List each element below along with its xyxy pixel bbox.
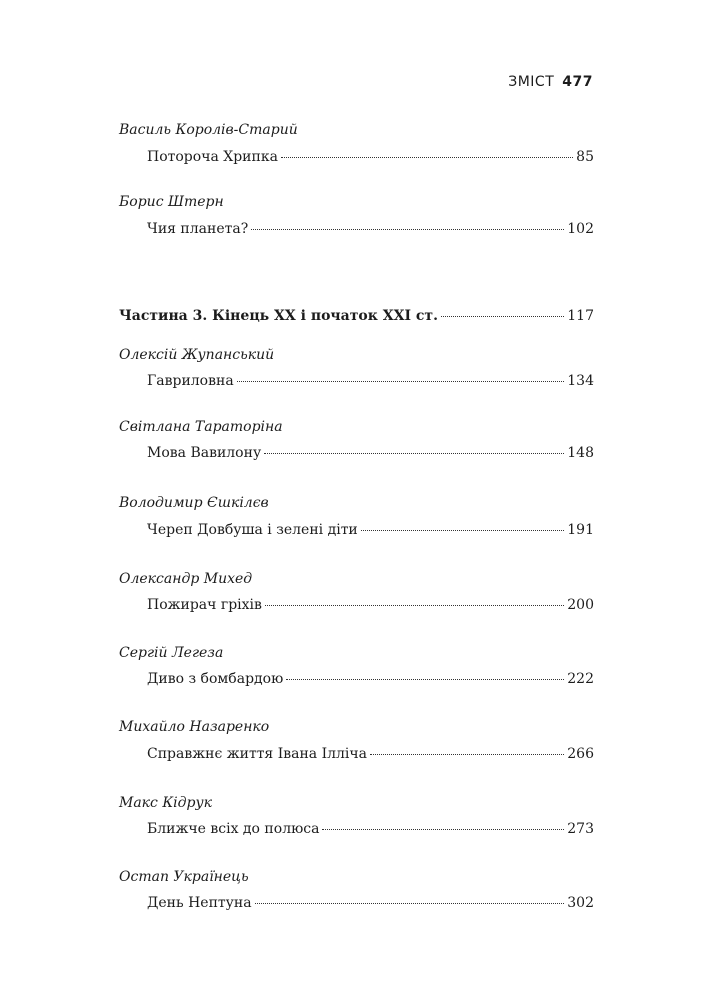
toc-entry-page: 85	[576, 149, 594, 165]
dot-leader	[237, 381, 565, 382]
toc-entry-page: 200	[567, 597, 594, 613]
toc-entry-page: 102	[567, 221, 594, 237]
toc-entry-title: Чия планета?	[147, 221, 249, 237]
dot-leader	[265, 605, 564, 606]
toc-entry-page: 302	[567, 895, 594, 911]
dot-leader	[441, 316, 564, 317]
toc-entry-page: 191	[567, 522, 594, 538]
page-number: 477	[562, 74, 593, 90]
toc-entry-title: День Нептуна	[147, 895, 252, 911]
toc-entry	[147, 895, 594, 911]
dot-leader	[255, 903, 565, 904]
toc-author: Михайло Назаренко	[119, 719, 270, 735]
toc-part-heading	[119, 308, 594, 324]
toc-author: Сергій Легеза	[119, 645, 224, 661]
toc-entry	[147, 522, 594, 538]
toc-author: Олександр Михед	[119, 571, 253, 587]
toc-entry-title: Диво з бомбардою	[147, 671, 284, 687]
toc-author: Світлана Тараторіна	[119, 419, 283, 435]
toc-entry-page: 134	[567, 373, 594, 389]
toc-author: Макс Кідрук	[119, 795, 212, 811]
toc-entry-title: Справжнє життя Івана Ілліча	[147, 746, 368, 762]
dot-leader	[281, 157, 573, 158]
toc-entry-title: Гавриловна	[147, 373, 234, 389]
toc-author: Остап Українець	[119, 869, 249, 885]
toc-entry-title: Мова Вавилону	[147, 445, 262, 461]
toc-entry-title: Череп Довбуша і зелені діти	[147, 522, 358, 538]
toc-author: Василь Королів-Старий	[119, 122, 298, 138]
dot-leader	[370, 754, 564, 755]
toc-part-page: 117	[567, 308, 594, 324]
toc-entry	[147, 373, 594, 389]
running-head	[508, 74, 593, 90]
dot-leader	[264, 453, 564, 454]
dot-leader	[286, 679, 564, 680]
dot-leader	[251, 229, 564, 230]
toc-entry	[147, 149, 594, 165]
toc-entry-page: 222	[567, 671, 594, 687]
toc-entry	[147, 221, 594, 237]
toc-entry	[147, 746, 594, 762]
toc-entry-title: Ближче всіх до полюса	[147, 821, 320, 837]
toc-author: Олексій Жупанський	[119, 347, 275, 363]
section-title: ЗМІСТ	[508, 74, 555, 90]
dot-leader	[322, 829, 564, 830]
toc-author: Борис Штерн	[119, 194, 224, 210]
dot-leader	[361, 530, 565, 531]
toc-entry-title: Пожирач гріхів	[147, 597, 262, 613]
toc-entry	[147, 671, 594, 687]
toc-entry	[147, 445, 594, 461]
toc-entry-page: 266	[567, 746, 594, 762]
toc-entry-page: 273	[567, 821, 594, 837]
toc-part-title: Частина 3. Кінець ХХ і початок XXI ст.	[119, 308, 438, 324]
toc-entry-title: Потороча Хрипка	[147, 149, 278, 165]
toc-entry	[147, 597, 594, 613]
toc-author: Володимир Єшкілєв	[119, 495, 269, 511]
toc-entry	[147, 821, 594, 837]
toc-entry-page: 148	[567, 445, 594, 461]
